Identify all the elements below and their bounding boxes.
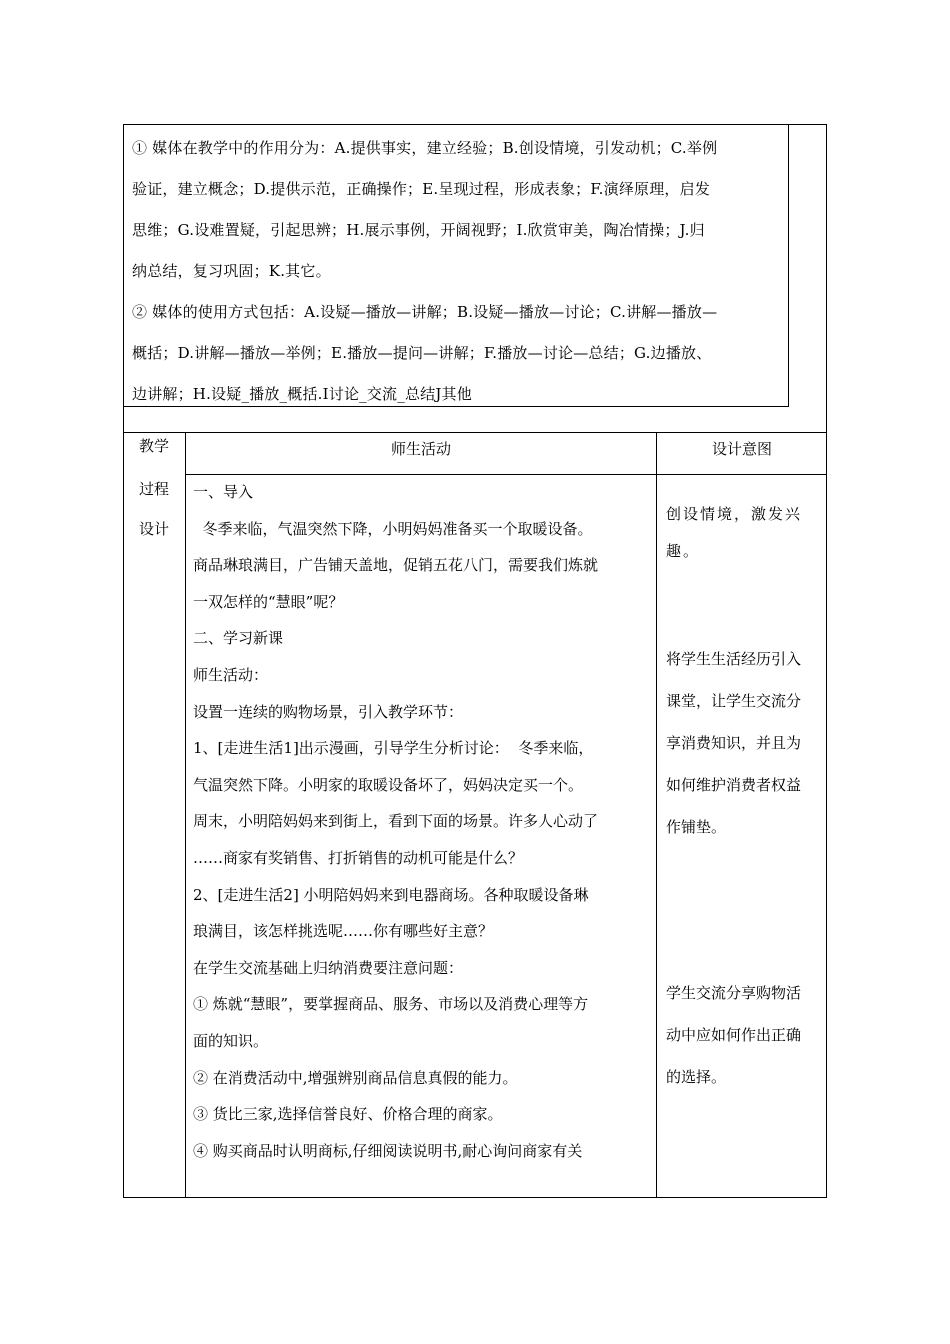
activity-line: 气温突然下降。小明家的取暖设备坏了，妈妈决定买一个。 <box>193 775 584 794</box>
table-top-border <box>123 432 827 433</box>
activity-line: ……商家有奖销售、打折销售的动机可能是什么？ <box>193 848 524 867</box>
col-divider-2 <box>656 432 657 1198</box>
activity-line: ② 在消费活动中,增强辨别商品信息真假的能力。 <box>193 1068 518 1087</box>
activity-line: 一双怎样的“慧眼”呢？ <box>193 592 344 611</box>
media-para1-line: 验证，建立概念；D.提供示范，正确操作；E.呈现过程，形成表象；F.演绎原理，启发 <box>132 180 711 198</box>
media-para1-line: 纳总结，复习巩固；K.其它。 <box>132 262 331 280</box>
activity-line: 商品琳琅满目，广告铺天盖地，促销五花八门，需要我们炼就 <box>193 556 599 575</box>
side-label-3: 设计 <box>138 520 169 538</box>
media-section <box>132 128 782 415</box>
intent-line: 将学生生活经历引入 <box>666 650 802 668</box>
activity-content <box>193 474 651 1169</box>
intent-line: 享消费知识，并且为 <box>666 734 802 752</box>
side-label-2: 过程 <box>138 480 169 498</box>
media-para2-line: ② 媒体的使用方式包括：A.设疑—播放—讲解；B.设疑—播放—讨论；C.讲解—播放— <box>132 303 718 321</box>
activity-line: ③ 货比三家,选择信誉良好、价格合理的商家。 <box>193 1105 503 1124</box>
intent-line: 学生交流分享购物活 <box>666 984 802 1002</box>
activity-line: ① 炼就“慧眼”，要掌握商品、服务、市场以及消费心理等方 <box>193 995 589 1014</box>
side-label-1: 教学 <box>138 437 169 455</box>
activity-line: 2、[走进生活2] 小明陪妈妈来到电器商场。各种取暖设备琳 <box>193 885 589 904</box>
media-para1-line: ① 媒体在教学中的作用分为：A.提供事实，建立经验；B.创设情境，引发动机；C.举例 <box>132 139 718 157</box>
activity-line: 在学生交流基础上归纳消费要注意问题： <box>193 958 464 977</box>
header-intent: 设计意图 <box>711 440 772 458</box>
media-para2-line: 概括；D.讲解—播放—举例；E.播放—提问—讲解；F.播放—讨论—总结；G.边播放、 <box>132 344 712 362</box>
intent-block-3 <box>666 972 821 1098</box>
media-para2-line: 边讲解；H.设疑_播放_概括.I讨论_交流_总结J其他 <box>132 385 472 403</box>
header-activity: 师生活动 <box>390 440 451 458</box>
activity-line: 周末，小明陪妈妈来到街上，看到下面的场景。许多人心动了 <box>193 812 599 831</box>
activity-line: 一、导入 <box>193 483 254 501</box>
intent-line: 趣。 <box>666 542 701 560</box>
intent-line: 动中应如何作出正确 <box>666 1026 802 1044</box>
intent-line: 课堂，让学生交流分 <box>666 692 802 710</box>
activity-line: 1、[走进生活1]出示漫画，引导学生分析讨论： 冬季来临， <box>193 739 594 758</box>
activity-line: 二、学习新课 <box>193 629 284 648</box>
intent-line: 的选择。 <box>666 1068 727 1086</box>
col-divider-1 <box>185 432 186 1198</box>
intent-block-2 <box>666 638 821 848</box>
activity-line: 冬季来临，气温突然下降，小明妈妈准备买一个取暖设备。 <box>193 519 593 538</box>
activity-line: 师生活动： <box>193 665 269 684</box>
activity-line: 设置一连续的购物场景，引入教学环节： <box>193 702 464 721</box>
intent-line: 作铺垫。 <box>666 818 727 836</box>
media-para1-line: 思维；G.设难置疑，引起思辨；H.展示事例，开阔视野；I.欣赏审美，陶冶情操；J.归 <box>132 221 705 239</box>
intent-line: 如何维护消费者权益 <box>666 776 802 794</box>
activity-line: 琅满目，该怎样挑选呢……你有哪些好主意？ <box>193 922 494 941</box>
activity-line: 面的知识。 <box>193 1031 269 1050</box>
intent-line: 创设情境，激发兴 <box>666 505 803 523</box>
intent-block-1 <box>666 496 821 570</box>
activity-line: ④ 购买商品时认明商标,仔细阅读说明书,耐心询问商家有关 <box>193 1141 583 1160</box>
